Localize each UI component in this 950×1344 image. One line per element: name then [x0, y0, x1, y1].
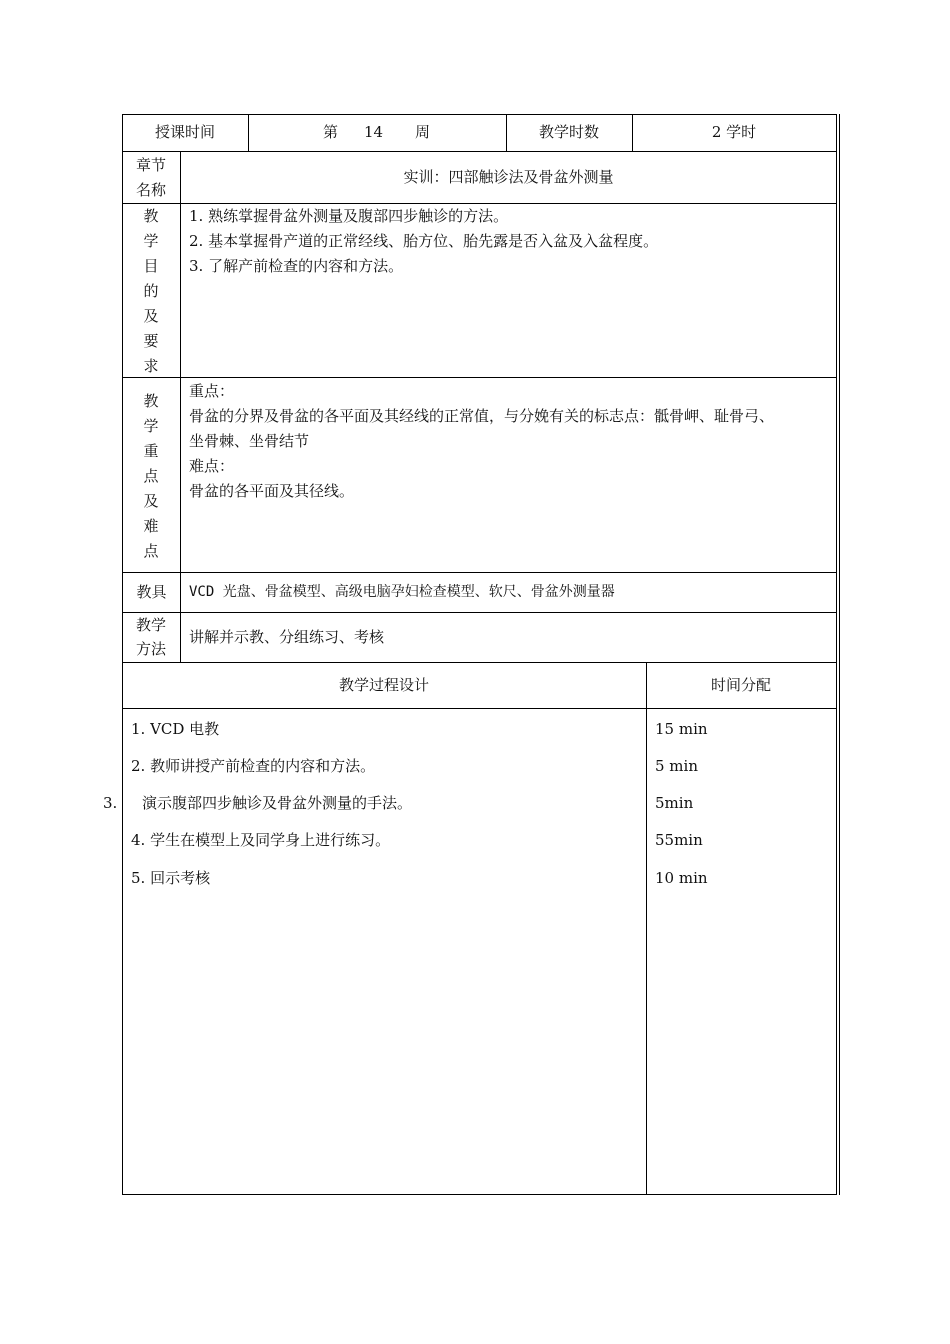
week-number: 14	[364, 123, 384, 141]
key-points-line: 难点：	[189, 457, 235, 475]
process-step: 1. VCD 电教	[131, 720, 220, 738]
process-step: 演示腹部四步触诊及骨盆外测量的手法。	[142, 794, 413, 812]
label-teaching-tools: 教具	[136, 583, 167, 601]
label-chapter-name: 章节 名称	[135, 156, 166, 199]
label-teaching-method: 教学 方法	[135, 616, 166, 658]
teaching-method-value: 讲解并示教、分组练习、考核	[189, 628, 385, 646]
process-step: 2. 教师讲授产前检查的内容和方法。	[131, 757, 376, 775]
week-suffix: 周	[415, 123, 431, 141]
objective-item: 2. 基本掌握骨产道的正常经线、胎方位、胎先露是否入盆及入盆程度。	[189, 232, 659, 250]
key-points-line: 骨盆的分界及骨盆的各平面及其经线的正常值，与分娩有关的标志点：骶骨岬、耻骨弓、	[189, 407, 775, 425]
objective-item: 3. 了解产前检查的内容和方法。	[189, 257, 404, 275]
key-points-line: 坐骨棘、坐骨结节	[189, 432, 310, 450]
process-step-time: 5 min	[655, 757, 698, 775]
process-step-time: 5min	[655, 794, 694, 812]
chapter-title: 实训：四部触诊法及骨盆外测量	[403, 168, 614, 186]
key-points-line: 重点：	[189, 382, 235, 400]
week-prefix: 第	[323, 123, 339, 141]
time-allocation-header: 时间分配	[710, 676, 771, 694]
process-step-time: 10 min	[655, 869, 708, 887]
process-step-number: 3.	[103, 794, 118, 812]
table-line	[646, 662, 647, 1194]
label-class-time: 授课时间	[154, 123, 215, 141]
process-step-time: 15 min	[655, 720, 708, 738]
process-step-time: 55min	[655, 831, 703, 849]
table-border-right-outer	[839, 114, 840, 1195]
process-step: 5. 回示考核	[131, 869, 211, 887]
table-border-right	[836, 114, 837, 1195]
label-teaching-hours: 教学时数	[538, 123, 599, 141]
teaching-hours-value: 2 学时	[711, 123, 757, 141]
table-line	[122, 708, 836, 709]
table-border-bottom	[122, 1194, 836, 1195]
label-objectives: 教 学 目 的 及 要 求	[143, 207, 159, 375]
objective-item: 1. 熟练掌握骨盆外测量及腹部四步触诊的方法。	[189, 207, 509, 225]
table-line	[248, 114, 249, 151]
teaching-tools-value: VCD 光盘、骨盆模型、高级电脑孕妇检查模型、软尺、骨盆外测量器	[189, 584, 615, 600]
table-line	[180, 151, 181, 662]
key-points-line: 骨盆的各平面及其径线。	[189, 482, 355, 500]
label-key-points: 教 学 重 点 及 难 点	[143, 392, 159, 560]
process-step: 4. 学生在模型上及同学身上进行练习。	[131, 831, 391, 849]
table-line	[122, 377, 836, 378]
process-design-header: 教学过程设计	[338, 676, 429, 694]
